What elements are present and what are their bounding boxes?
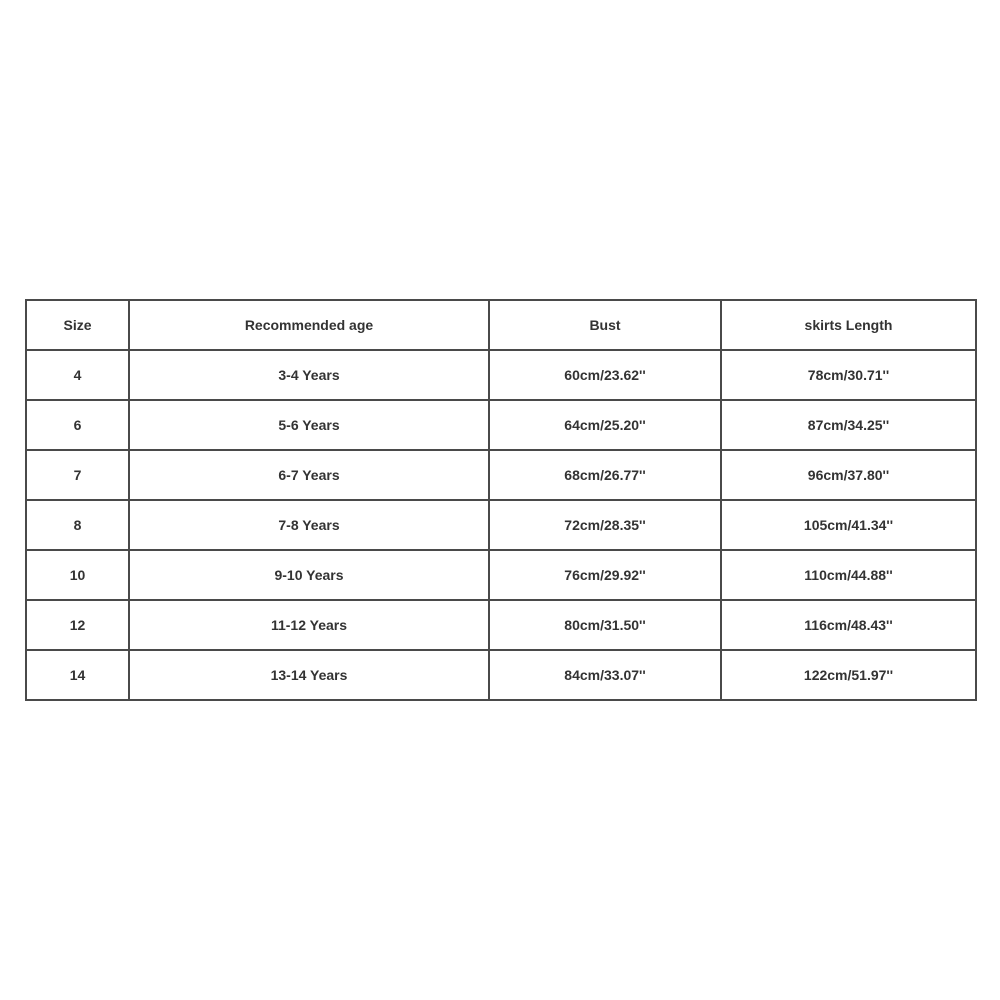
- cell-bust: 68cm/26.77'': [489, 450, 721, 500]
- cell-recommended-age: 7-8 Years: [129, 500, 489, 550]
- cell-skirts-length: 96cm/37.80'': [721, 450, 976, 500]
- cell-skirts-length: 105cm/41.34'': [721, 500, 976, 550]
- cell-recommended-age: 9-10 Years: [129, 550, 489, 600]
- cell-bust: 80cm/31.50'': [489, 600, 721, 650]
- cell-size: 12: [26, 600, 129, 650]
- header-skirts-length: skirts Length: [721, 300, 976, 350]
- cell-recommended-age: 3-4 Years: [129, 350, 489, 400]
- cell-skirts-length: 78cm/30.71'': [721, 350, 976, 400]
- cell-skirts-length: 110cm/44.88'': [721, 550, 976, 600]
- cell-recommended-age: 6-7 Years: [129, 450, 489, 500]
- table-row: [26, 500, 976, 550]
- cell-size: 14: [26, 650, 129, 700]
- table-row: [26, 450, 976, 500]
- cell-skirts-length: 87cm/34.25'': [721, 400, 976, 450]
- cell-bust: 72cm/28.35'': [489, 500, 721, 550]
- cell-size: 7: [26, 450, 129, 500]
- table-row: [26, 650, 976, 700]
- cell-recommended-age: 5-6 Years: [129, 400, 489, 450]
- size-chart-table: [25, 299, 977, 701]
- cell-skirts-length: 122cm/51.97'': [721, 650, 976, 700]
- cell-size: 6: [26, 400, 129, 450]
- table-row: [26, 350, 976, 400]
- cell-skirts-length: 116cm/48.43'': [721, 600, 976, 650]
- cell-recommended-age: 11-12 Years: [129, 600, 489, 650]
- table-row: [26, 400, 976, 450]
- cell-bust: 84cm/33.07'': [489, 650, 721, 700]
- header-size: Size: [26, 300, 129, 350]
- cell-bust: 76cm/29.92'': [489, 550, 721, 600]
- table-row: [26, 550, 976, 600]
- header-recommended-age: Recommended age: [129, 300, 489, 350]
- cell-size: 8: [26, 500, 129, 550]
- table-header-row: [26, 300, 976, 350]
- cell-bust: 60cm/23.62'': [489, 350, 721, 400]
- cell-bust: 64cm/25.20'': [489, 400, 721, 450]
- table-row: [26, 600, 976, 650]
- header-bust: Bust: [489, 300, 721, 350]
- cell-size: 4: [26, 350, 129, 400]
- cell-recommended-age: 13-14 Years: [129, 650, 489, 700]
- cell-size: 10: [26, 550, 129, 600]
